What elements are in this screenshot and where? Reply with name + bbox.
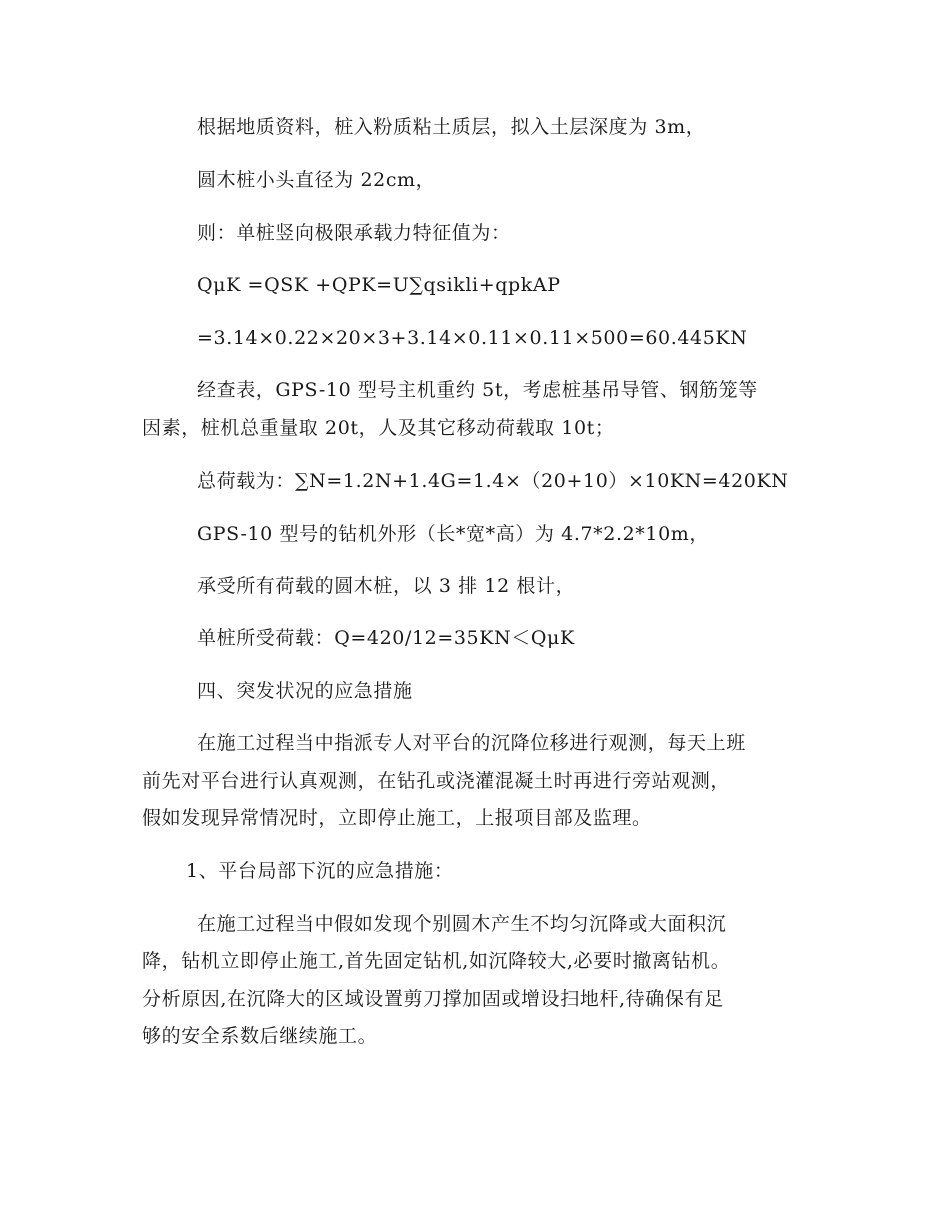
text-line: 在施工过程当中假如发现个别圆木产生不均匀沉降或大面积沉 — [197, 913, 727, 935]
text-line: 在施工过程当中指派专人对平台的沉降位移进行观测，每天上班 — [197, 732, 746, 754]
text-line: 经查表，GPS-10 型号主机重约 5t，考虑桩基吊导管、钢筋笼等 — [197, 379, 758, 401]
text-line: 承受所有荷载的圆木桩，以 3 排 12 根计， — [197, 575, 576, 597]
text-line: 假如发现异常情况时，立即停止施工，上报项目部及监理。 — [142, 807, 652, 829]
text-line: 圆木桩小头直径为 22cm， — [197, 169, 436, 191]
text-line: 分析原因,在沉降大的区域设置剪刀撑加固或增设扫地杆,待确保有足 — [142, 988, 724, 1010]
text-line: 根据地质资料，桩入粉质粘土质层，拟入土层深度为 3m， — [197, 116, 706, 138]
formula-line: 单桩所受荷载：Q=420/12=35KN＜QμK — [197, 627, 575, 649]
text-line: 因素，桩机总重量取 20t，人及其它移动荷载取 10t； — [142, 417, 615, 439]
text-line: 降，钻机立即停止施工,首先固定钻机,如沉降较大,必要时撤离钻机。 — [142, 950, 731, 972]
formula-line: =3.14×0.22×20×3+3.14×0.11×0.11×500=60.445KN — [197, 327, 748, 349]
text-line: GPS-10 型号的钻机外形（长*宽*高）为 4.7*2.2*10m， — [197, 523, 709, 545]
subsection-heading: 1、平台局部下沉的应急措施： — [186, 860, 454, 882]
formula-line: QμK =QSK +QPK=U∑qsikli+qpkAP — [197, 274, 561, 296]
section-heading: 四、突发状况的应急措施 — [197, 680, 413, 702]
text-line: 前先对平台进行认真观测，在钻孔或浇灌混凝土时再进行旁站观测， — [142, 770, 731, 792]
text-line: 则：单桩竖向极限承载力特征值为： — [197, 222, 511, 244]
text-line: 够的安全系数后继续施工。 — [142, 1025, 378, 1047]
formula-line: 总荷载为：∑N=1.2N+1.4G=1.4×（20+10）×10KN=420KN — [197, 470, 789, 492]
